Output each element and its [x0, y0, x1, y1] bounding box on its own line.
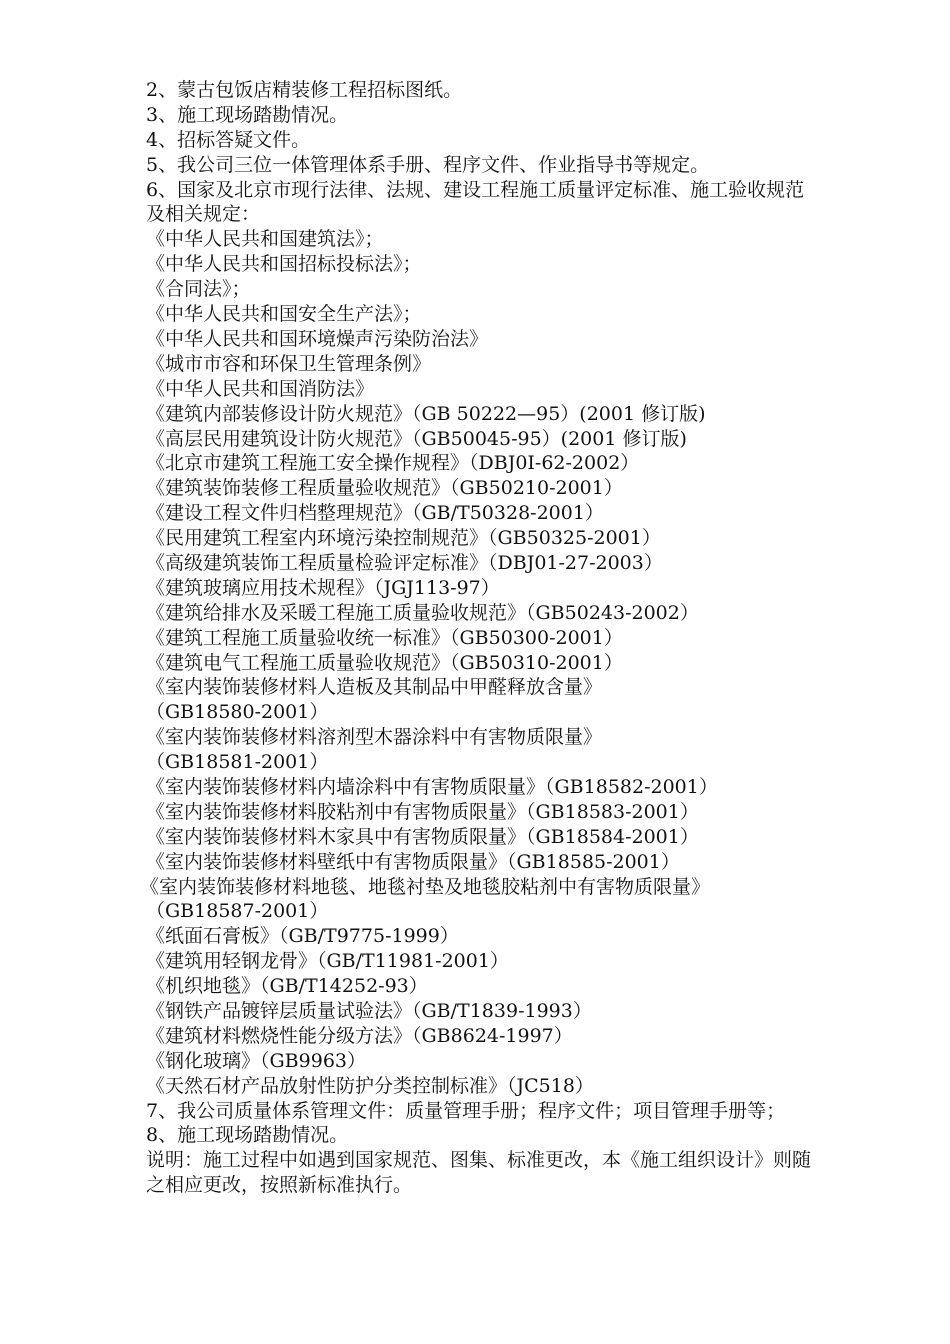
- reference-item: 《建筑工程施工质量验收统一标准》（GB50300-2001）: [146, 626, 623, 649]
- reference-code: （GB18581-2001）: [146, 751, 329, 774]
- reference-item: 《北京市建筑工程施工安全操作规程》（DBJ0I-62-2002）: [146, 452, 640, 475]
- note-paragraph: 说明：施工过程中如遇到国家规范、图集、标准更改，本《施工组织设计》则随之相应更改，按照新标准执行。: [146, 1149, 812, 1197]
- list-item-3: 3、施工现场踏勘情况。: [146, 103, 349, 126]
- reference-item: 《合同法》；: [146, 278, 251, 301]
- reference-item: 《纸面石膏板》（GB/T9775-1999）: [146, 925, 459, 948]
- reference-item: 《中华人民共和国招标投标法》；: [146, 253, 422, 276]
- reference-item: 《中华人民共和国建筑法》；: [146, 228, 384, 251]
- reference-code: （GB18580-2001）: [146, 701, 329, 724]
- list-item-2: 2、蒙古包饭店精装修工程招标图纸。: [146, 79, 463, 101]
- reference-item: 《机织地毯》（GB/T14252-93）: [146, 975, 428, 998]
- reference-item: 《建筑玻璃应用技术规程》（JGJ113-97）: [146, 576, 500, 599]
- reference-item: 《中华人民共和国消防法》: [146, 377, 375, 400]
- reference-item: 《高级建筑装饰工程质量检验评定标准》（DBJ01-27-2003）: [146, 551, 663, 574]
- list-item-7: 7、我公司质量体系管理文件：质量管理手册；程序文件；项目管理手册等；: [146, 1099, 786, 1122]
- list-item-5: 5、我公司三位一体管理体系手册、程序文件、作业指导书等规定。: [146, 153, 710, 176]
- list-item-8: 8、施工现场踏勘情况。: [146, 1124, 349, 1147]
- reference-item: 《建筑电气工程施工质量验收规范》（GB50310-2001）: [146, 651, 623, 674]
- reference-item: 《建筑内部装修设计防火规范》（GB 50222—95）(2001 修订版): [146, 402, 706, 425]
- reference-item: 《城市市容和环保卫生管理条例》: [146, 352, 432, 375]
- reference-item: 《室内装饰装修材料木家具中有害物质限量》（GB18584-2001）: [146, 825, 699, 848]
- reference-item: 《建筑用轻钢龙骨》（GB/T11981-2001）: [146, 950, 509, 973]
- reference-code: （GB18587-2001）: [146, 900, 329, 923]
- reference-item: 《室内装饰装修材料地毯、地毯衬垫及地毯胶粘剂中有害物质限量》: [140, 875, 711, 898]
- reference-item: 《高层民用建筑设计防火规范》（GB50045-95）(2001 修订版): [146, 427, 687, 450]
- reference-item: 《室内装饰装修材料内墙涂料中有害物质限量》（GB18582-2001）: [146, 775, 718, 798]
- reference-item: 《中华人民共和国环境燥声污染防治法》: [146, 327, 489, 350]
- list-item-6: 6、国家及北京市现行法律、法规、建设工程施工质量评定标准、施工验收规范及相关规定：: [146, 178, 805, 226]
- reference-item: 《建筑装饰装修工程质量验收规范》（GB50210-2001）: [146, 477, 623, 500]
- reference-item: 《室内装饰装修材料溶剂型木器涂料中有害物质限量》: [146, 726, 603, 749]
- document-body: [140, 78, 816, 1198]
- reference-list: [140, 227, 816, 1098]
- reference-item: 《建筑给排水及采暖工程施工质量验收规范》（GB50243-2002）: [146, 601, 699, 624]
- reference-item: 《中华人民共和国安全生产法》；: [146, 303, 422, 326]
- reference-item: 《室内装饰装修材料胶粘剂中有害物质限量》（GB18583-2001）: [146, 800, 699, 823]
- list-item-4: 4、招标答疑文件。: [146, 128, 311, 151]
- reference-item: 《钢铁产品镀锌层质量试验法》（GB/T1839-1993）: [146, 999, 592, 1022]
- reference-item: 《建设工程文件归档整理规范》（GB/T50328-2001）: [146, 502, 604, 525]
- reference-item: 《民用建筑工程室内环境污染控制规范》（GB50325-2001）: [146, 527, 661, 550]
- reference-item: 《室内装饰装修材料人造板及其制品中甲醛释放含量》: [146, 676, 603, 699]
- reference-item: 《建筑材料燃烧性能分级方法》（GB8624-1997）: [146, 1024, 573, 1047]
- reference-item: 《天然石材产品放射性防护分类控制标准》（JC518）: [146, 1074, 594, 1097]
- reference-item: 《钢化玻璃》（GB9963）: [146, 1049, 366, 1072]
- reference-item: 《室内装饰装修材料壁纸中有害物质限量》（GB18585-2001）: [146, 850, 680, 873]
